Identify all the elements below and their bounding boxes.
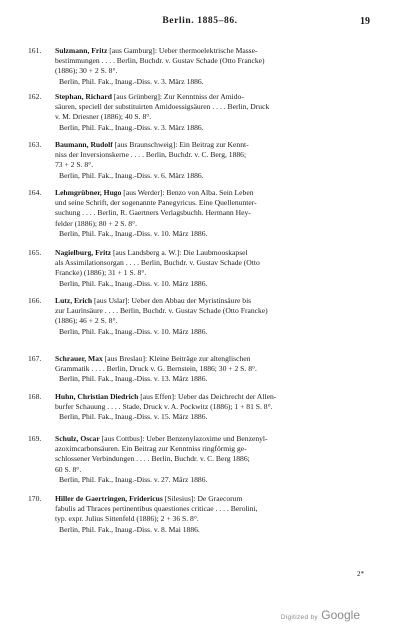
header-title: Berlin. 1885–86. [162,16,238,26]
entry-number: 164. [28,188,42,197]
entry-citation [55,434,380,475]
dissertation-note: Berlin, Phil. Fak., Inaug.-Diss. v. 13. März 1886. [59,374,208,384]
dissertation-note: Berlin, Phil. Fak., Inaug.-Diss. v. 10. März 1886. [59,326,208,336]
entry-citation [55,46,380,77]
citation-line: Schrauer, Max [aus Breslau]: Kleine Beiträge zur altenglischen [55,354,251,363]
entry-number: 168. [28,392,42,401]
entry-number: 169. [28,434,42,443]
author-name: Sulzmann, Fritz [55,46,108,55]
page-number: 19 [360,16,370,27]
bibliography-entry [28,434,380,485]
entry-citation [55,248,380,279]
entry-number: 161. [28,46,42,55]
entry-number: 163. [28,140,42,149]
citation-line: und seine Schrift, der sogenannte Panegyricus. Eine Quellenunter- [55,198,257,208]
citation-line: Baumann, Rudolf [aus Braunschweig]: Ein Beitrag zur Kennt- [55,140,249,149]
bibliography-entry [28,392,380,423]
citation-line: Huhn, Christian Diedrich [aus Effen]: Ueber das Deichrecht der Allen- [55,392,277,401]
citation-line: Francke) (1886); 31 + 1 S. 8°. [55,268,147,278]
watermark-brand: Google [321,608,360,622]
citation-line: Stephan, Richard [aus Grünberg]: Zur Kenntniss der Amido- [55,92,244,101]
author-name: Hiller de Gaertringen, Fridericus [55,494,163,503]
bibliography-entry [28,296,380,337]
citation-line: fabulis ad Thraces pertinentibus quaestiones criticae . . . . Berolini, [55,504,258,514]
citation-line: Lutz, Erich [aus Uslar]: Ueber den Abbau der Myristinsäure bis [55,296,252,305]
dissertation-note: Berlin, Phil. Fak., Inaug.-Diss. v. 6. März 1886. [59,170,204,180]
entry-number: 166. [28,296,42,305]
citation-line: felder (1886); 80 + 2 S. 8°. [55,218,137,228]
citation-line: Hiller de Gaertringen, Fridericus [Silesius]: De Graecorum [55,494,243,503]
citation-line: burfer Schauung . . . . Stade, Druck v. A. Pockwitz (1886); 1 + 81 S. 8°. [55,402,273,412]
entry-citation [55,92,380,123]
citation-line: 60 S. 8°. [55,464,82,474]
citation-line: suchung . . . . Berlin, R. Gaertners Verlagsbuchh. Hermann Hey- [55,208,251,218]
dissertation-note: Berlin, Phil. Fak., Inaug.-Diss. v. 10. März 1886. [59,278,208,288]
entry-citation [55,354,380,374]
citation-line: bestimmungen . . . . Berlin, Buchdr. v. Gustav Schade (Otto Francke) [55,56,265,66]
running-header [0,16,400,30]
citation-line: Schulz, Oscar [aus Cottbus]: Ueber Benzenylazoxime und Benzenyl- [55,434,268,443]
author-name: Nagielburg, Fritz [55,248,112,257]
author-name: Baumann, Rudolf [55,140,113,149]
citation-line: azoximcarbonsäuren. Ein Beitrag zur Kenntniss ringförmig ge- [55,444,247,454]
citation-line: zur Laurinsäure . . . . Berlin, Buchdr. v. Gustav Schade (Otto Francke) [55,306,268,316]
citation-line: Nagielburg, Fritz [aus Landsberg a. W.]: Die Laubmooskapsel [55,248,248,257]
entry-citation [55,296,380,327]
citation-line: als Assimilationsorgan . . . . Berlin, Buchdr. v. Gustav Schade (Otto [55,258,260,268]
entry-number: 170. [28,494,42,503]
bibliography-entry [28,354,380,385]
dissertation-note: Berlin, Phil. Fak., Inaug.-Diss. v. 10. März 1886. [59,228,208,238]
bibliography-entry [28,188,380,239]
bibliography-entry [28,92,380,133]
bibliography-entry [28,140,380,181]
entry-number: 162. [28,92,42,101]
citation-line: schlossener Verbindungen . . . . Berlin, Buchdr. v. C. Berg 1886; [55,454,250,464]
dissertation-note: Berlin, Phil. Fak., Inaug.-Diss. v. 8. Mai 1886. [59,524,200,534]
citation-line: Grammatik . . . . Berlin, Druck v. G. Bernstein, 1886; 30 + 2 S. 8°. [55,364,257,374]
author-name: Schulz, Oscar [55,434,100,443]
bibliography-entry [28,46,380,87]
entry-citation [55,392,380,412]
entry-citation [55,188,380,229]
author-name: Lehmgrübner, Hugo [55,188,122,197]
entry-number: 165. [28,248,42,257]
signature-mark: 2* [357,570,364,578]
citation-line: (1886); 30 + 2 S. 8°. [55,66,118,76]
entry-citation [55,494,380,525]
watermark-prefix: Digitized by [280,614,318,621]
google-watermark [281,608,360,622]
citation-line: typ. expr. Julius Sittenfeld (1886); 2 + 36 S. 8°. [55,514,199,524]
dissertation-note: Berlin, Phil. Fak., Inaug.-Diss. v. 27. März 1886. [59,474,208,484]
bibliography-entry [28,494,380,535]
citation-line: Sulzmann, Fritz [aus Gamburg]: Ueber thermoelektrische Masse- [55,46,258,55]
citation-line: (1886); 46 + 2 S. 8°. [55,316,118,326]
citation-line: niss der Inversionskerne . . . . Berlin, Buchdr. v. C. Berg, 1886; [55,150,247,160]
entry-citation [55,140,380,171]
bibliography-entry [28,248,380,289]
entry-number: 167. [28,354,42,363]
citation-line: Lehmgrübner, Hugo [aus Werder]: Benzo von Alba. Sein Leben [55,188,254,197]
dissertation-note: Berlin, Phil. Fak., Inaug.-Diss. v. 3. März 1886. [59,76,204,86]
citation-line: säuren, speciell der substituirten Amidoessigsäuren . . . . Berlin, Druck [55,102,270,112]
citation-line: 73 + 2 S. 8°. [55,160,94,170]
author-name: Stephan, Richard [55,92,112,101]
citation-line: v. M. Driesner (1886); 40 S. 8°. [55,112,152,122]
author-name: Schrauer, Max [55,354,103,363]
author-name: Lutz, Erich [55,296,93,305]
dissertation-note: Berlin, Phil. Fak., Inaug.-Diss. v. 15. März 1886. [59,412,208,422]
dissertation-note: Berlin, Phil. Fak., Inaug.-Diss. v. 3. März 1886. [59,122,204,132]
author-name: Huhn, Christian Diedrich [55,392,139,401]
